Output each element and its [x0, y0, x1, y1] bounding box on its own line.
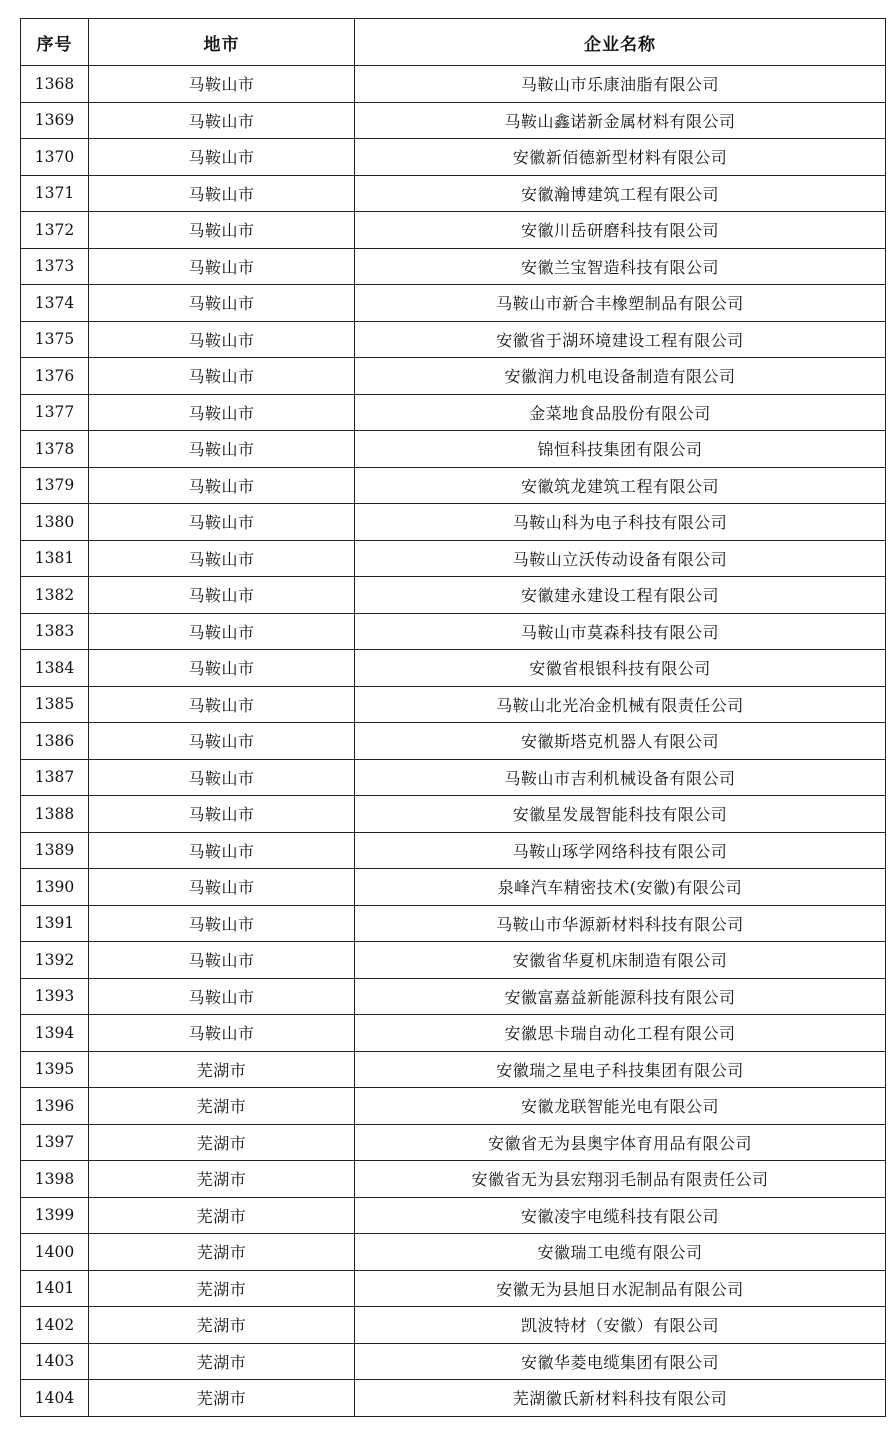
serial-number-cell: 1400 — [21, 1234, 89, 1271]
city-cell: 马鞍山市 — [89, 686, 355, 723]
table-row — [21, 1015, 886, 1052]
table-row — [21, 613, 886, 650]
company-name-cell: 马鞍山琢学网络科技有限公司 — [355, 832, 886, 869]
company-list-table — [20, 18, 886, 1417]
city-cell: 马鞍山市 — [89, 66, 355, 103]
table-body — [21, 66, 886, 1417]
city-cell: 马鞍山市 — [89, 905, 355, 942]
company-name-cell: 安徽省华夏机床制造有限公司 — [355, 942, 886, 979]
table-row — [21, 905, 886, 942]
city-cell: 马鞍山市 — [89, 832, 355, 869]
table-row — [21, 102, 886, 139]
header-company-name: 企业名称 — [355, 19, 886, 66]
company-name-cell: 安徽星发晟智能科技有限公司 — [355, 796, 886, 833]
company-name-cell: 马鞍山市乐康油脂有限公司 — [355, 66, 886, 103]
table-row — [21, 431, 886, 468]
table-header — [21, 19, 886, 66]
company-name-cell: 安徽富嘉益新能源科技有限公司 — [355, 978, 886, 1015]
table-row — [21, 1270, 886, 1307]
table-row — [21, 978, 886, 1015]
city-cell: 马鞍山市 — [89, 577, 355, 614]
header-row — [21, 19, 886, 66]
city-cell: 马鞍山市 — [89, 650, 355, 687]
serial-number-cell: 1371 — [21, 175, 89, 212]
serial-number-cell: 1385 — [21, 686, 89, 723]
serial-number-cell: 1392 — [21, 942, 89, 979]
table-row — [21, 759, 886, 796]
serial-number-cell: 1398 — [21, 1161, 89, 1198]
header-serial-number: 序号 — [21, 19, 89, 66]
table-row — [21, 650, 886, 687]
serial-number-cell: 1391 — [21, 905, 89, 942]
company-name-cell: 泉峰汽车精密技术(安徽)有限公司 — [355, 869, 886, 906]
company-name-cell: 安徽瀚博建筑工程有限公司 — [355, 175, 886, 212]
serial-number-cell: 1375 — [21, 321, 89, 358]
serial-number-cell: 1381 — [21, 540, 89, 577]
city-cell: 马鞍山市 — [89, 978, 355, 1015]
serial-number-cell: 1374 — [21, 285, 89, 322]
city-cell: 马鞍山市 — [89, 467, 355, 504]
serial-number-cell: 1370 — [21, 139, 89, 176]
table-row — [21, 248, 886, 285]
company-name-cell: 安徽兰宝智造科技有限公司 — [355, 248, 886, 285]
city-cell: 芜湖市 — [89, 1307, 355, 1344]
serial-number-cell: 1403 — [21, 1343, 89, 1380]
city-cell: 马鞍山市 — [89, 321, 355, 358]
city-cell: 马鞍山市 — [89, 540, 355, 577]
table-row — [21, 1307, 886, 1344]
company-name-cell: 安徽凌宇电缆科技有限公司 — [355, 1197, 886, 1234]
company-name-cell: 马鞍山市莫森科技有限公司 — [355, 613, 886, 650]
company-name-cell: 马鞍山市吉利机械设备有限公司 — [355, 759, 886, 796]
serial-number-cell: 1379 — [21, 467, 89, 504]
city-cell: 芜湖市 — [89, 1197, 355, 1234]
serial-number-cell: 1394 — [21, 1015, 89, 1052]
serial-number-cell: 1393 — [21, 978, 89, 1015]
serial-number-cell: 1404 — [21, 1380, 89, 1417]
serial-number-cell: 1372 — [21, 212, 89, 249]
table-row — [21, 212, 886, 249]
serial-number-cell: 1380 — [21, 504, 89, 541]
company-name-cell: 安徽省无为县奥宇体育用品有限公司 — [355, 1124, 886, 1161]
company-name-cell: 金菜地食品股份有限公司 — [355, 394, 886, 431]
table-row — [21, 686, 886, 723]
company-name-cell: 安徽省根银科技有限公司 — [355, 650, 886, 687]
serial-number-cell: 1389 — [21, 832, 89, 869]
city-cell: 马鞍山市 — [89, 248, 355, 285]
city-cell: 马鞍山市 — [89, 869, 355, 906]
serial-number-cell: 1378 — [21, 431, 89, 468]
company-name-cell: 安徽华菱电缆集团有限公司 — [355, 1343, 886, 1380]
table-row — [21, 540, 886, 577]
company-name-cell: 芜湖徽氏新材料科技有限公司 — [355, 1380, 886, 1417]
city-cell: 马鞍山市 — [89, 285, 355, 322]
table-row — [21, 832, 886, 869]
serial-number-cell: 1376 — [21, 358, 89, 395]
serial-number-cell: 1396 — [21, 1088, 89, 1125]
company-name-cell: 马鞍山市新合丰橡塑制品有限公司 — [355, 285, 886, 322]
company-name-cell: 安徽润力机电设备制造有限公司 — [355, 358, 886, 395]
table-row — [21, 796, 886, 833]
table-row — [21, 577, 886, 614]
table-row — [21, 394, 886, 431]
table-row — [21, 1234, 886, 1271]
company-name-cell: 马鞍山立沃传动设备有限公司 — [355, 540, 886, 577]
serial-number-cell: 1388 — [21, 796, 89, 833]
company-name-cell: 安徽瑞工电缆有限公司 — [355, 1234, 886, 1271]
company-name-cell: 安徽斯塔克机器人有限公司 — [355, 723, 886, 760]
header-city: 地市 — [89, 19, 355, 66]
table-row — [21, 504, 886, 541]
city-cell: 马鞍山市 — [89, 102, 355, 139]
city-cell: 马鞍山市 — [89, 139, 355, 176]
table-row — [21, 66, 886, 103]
city-cell: 芜湖市 — [89, 1270, 355, 1307]
table-row — [21, 869, 886, 906]
serial-number-cell: 1401 — [21, 1270, 89, 1307]
serial-number-cell: 1382 — [21, 577, 89, 614]
city-cell: 马鞍山市 — [89, 1015, 355, 1052]
city-cell: 马鞍山市 — [89, 504, 355, 541]
table-row — [21, 1124, 886, 1161]
city-cell: 马鞍山市 — [89, 942, 355, 979]
table-row — [21, 1380, 886, 1417]
city-cell: 芜湖市 — [89, 1161, 355, 1198]
company-name-cell: 安徽无为县旭日水泥制品有限公司 — [355, 1270, 886, 1307]
company-name-cell: 马鞍山市华源新材料科技有限公司 — [355, 905, 886, 942]
company-name-cell: 安徽思卡瑞自动化工程有限公司 — [355, 1015, 886, 1052]
table-row — [21, 723, 886, 760]
table-row — [21, 1197, 886, 1234]
serial-number-cell: 1384 — [21, 650, 89, 687]
city-cell: 芜湖市 — [89, 1051, 355, 1088]
company-name-cell: 安徽瑞之星电子科技集团有限公司 — [355, 1051, 886, 1088]
table-row — [21, 321, 886, 358]
city-cell: 马鞍山市 — [89, 759, 355, 796]
serial-number-cell: 1395 — [21, 1051, 89, 1088]
table-row — [21, 1051, 886, 1088]
company-name-cell: 安徽省于湖环境建设工程有限公司 — [355, 321, 886, 358]
serial-number-cell: 1386 — [21, 723, 89, 760]
city-cell: 芜湖市 — [89, 1343, 355, 1380]
table-row — [21, 139, 886, 176]
company-name-cell: 马鞍山鑫诺新金属材料有限公司 — [355, 102, 886, 139]
city-cell: 芜湖市 — [89, 1234, 355, 1271]
company-name-cell: 安徽筑龙建筑工程有限公司 — [355, 467, 886, 504]
city-cell: 马鞍山市 — [89, 431, 355, 468]
serial-number-cell: 1383 — [21, 613, 89, 650]
company-name-cell: 凯波特材（安徽）有限公司 — [355, 1307, 886, 1344]
serial-number-cell: 1387 — [21, 759, 89, 796]
company-name-cell: 马鞍山北光冶金机械有限责任公司 — [355, 686, 886, 723]
serial-number-cell: 1377 — [21, 394, 89, 431]
table-row — [21, 1088, 886, 1125]
serial-number-cell: 1373 — [21, 248, 89, 285]
table-row — [21, 1161, 886, 1198]
city-cell: 马鞍山市 — [89, 212, 355, 249]
city-cell: 马鞍山市 — [89, 358, 355, 395]
city-cell: 芜湖市 — [89, 1088, 355, 1125]
serial-number-cell: 1397 — [21, 1124, 89, 1161]
serial-number-cell: 1369 — [21, 102, 89, 139]
serial-number-cell: 1390 — [21, 869, 89, 906]
serial-number-cell: 1399 — [21, 1197, 89, 1234]
company-name-cell: 安徽建永建设工程有限公司 — [355, 577, 886, 614]
table-row — [21, 358, 886, 395]
serial-number-cell: 1402 — [21, 1307, 89, 1344]
city-cell: 马鞍山市 — [89, 723, 355, 760]
city-cell: 马鞍山市 — [89, 175, 355, 212]
city-cell: 马鞍山市 — [89, 394, 355, 431]
company-name-cell: 锦恒科技集团有限公司 — [355, 431, 886, 468]
company-name-cell: 马鞍山科为电子科技有限公司 — [355, 504, 886, 541]
city-cell: 芜湖市 — [89, 1380, 355, 1417]
table-row — [21, 467, 886, 504]
company-name-cell: 安徽川岳研磨科技有限公司 — [355, 212, 886, 249]
table-row — [21, 175, 886, 212]
serial-number-cell: 1368 — [21, 66, 89, 103]
table-row — [21, 1343, 886, 1380]
company-name-cell: 安徽省无为县宏翔羽毛制品有限责任公司 — [355, 1161, 886, 1198]
city-cell: 马鞍山市 — [89, 613, 355, 650]
city-cell: 芜湖市 — [89, 1124, 355, 1161]
city-cell: 马鞍山市 — [89, 796, 355, 833]
table-row — [21, 942, 886, 979]
company-list-table-container — [20, 18, 885, 1417]
table-row — [21, 285, 886, 322]
company-name-cell: 安徽龙联智能光电有限公司 — [355, 1088, 886, 1125]
company-name-cell: 安徽新佰德新型材料有限公司 — [355, 139, 886, 176]
